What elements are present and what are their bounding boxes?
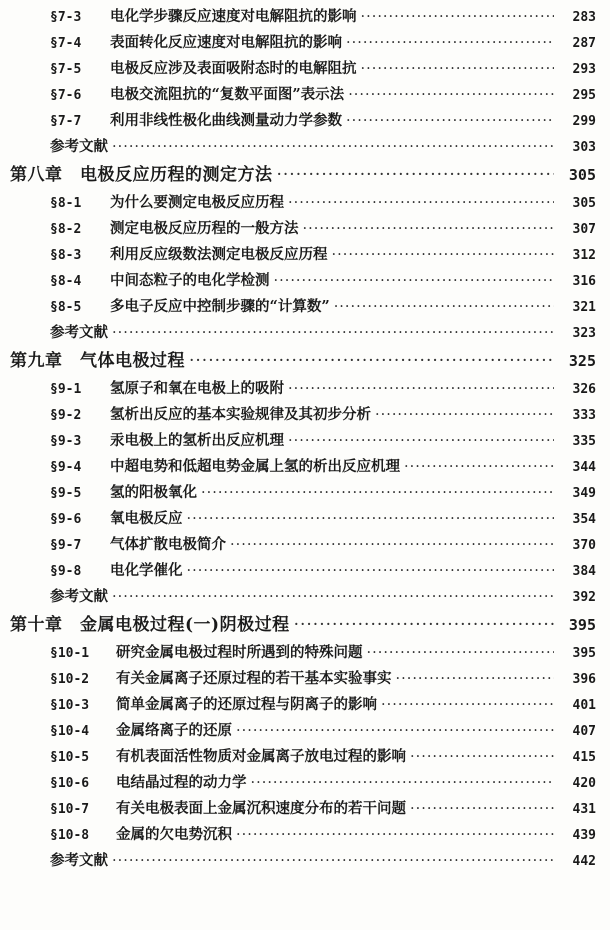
reference-title: 参考文献 (50, 588, 108, 605)
section-number: §9-2 (50, 408, 82, 423)
section-number: §9-1 (50, 382, 82, 397)
page-number: 305 (572, 196, 596, 211)
section-title: 利用反应级数法测定电极反应历程 (110, 246, 328, 263)
leader-dots (288, 428, 554, 454)
page-number: 305 (568, 166, 596, 184)
page-number: 316 (572, 274, 596, 289)
page-number: 415 (572, 750, 596, 765)
section-number: §8-4 (50, 274, 82, 289)
reference-title: 参考文献 (50, 138, 108, 155)
page-number: 299 (572, 114, 596, 129)
section-number: §10-4 (50, 724, 90, 739)
page-number: 283 (572, 10, 596, 25)
section-title: 电化学步骤反应速度对电解阻抗的影响 (110, 8, 357, 25)
leader-dots (294, 610, 554, 640)
toc-section-row (0, 666, 610, 692)
section-number: §10-5 (50, 750, 90, 765)
leader-dots (277, 160, 555, 190)
page-number: 303 (572, 140, 596, 155)
leader-dots (274, 268, 555, 294)
toc-section-row (0, 744, 610, 770)
section-number: §10-2 (50, 672, 90, 687)
page-number: 431 (572, 802, 596, 817)
section-number: §9-7 (50, 538, 82, 553)
leader-dots (346, 108, 554, 134)
leader-dots (404, 454, 554, 480)
leader-dots (348, 82, 554, 108)
toc-section-row (0, 532, 610, 558)
page-number: 326 (572, 382, 596, 397)
toc-section-row (0, 692, 610, 718)
section-title: 多电子反应中控制步骤的“计算数” (110, 298, 330, 315)
section-title: 电极反应涉及表面吸附态时的电解阻抗 (110, 60, 357, 77)
page-number: 384 (572, 564, 596, 579)
section-title: 中间态粒子的电化学检测 (110, 272, 270, 289)
page-number: 442 (572, 854, 596, 869)
section-title: 研究金属电极过程时所遇到的特殊问题 (116, 644, 363, 661)
chapter-title: 第十章 金属电极过程(一)阴极过程 (10, 615, 290, 635)
section-title: 汞电极上的氢析出反应机理 (110, 432, 284, 449)
leader-dots (187, 558, 555, 584)
section-number: §9-6 (50, 512, 82, 527)
toc-section-row (0, 454, 610, 480)
page-number: 325 (568, 352, 596, 370)
leader-dots (367, 640, 555, 666)
toc-section-row (0, 190, 610, 216)
toc-chapter-row (0, 346, 610, 376)
page-number: 420 (572, 776, 596, 791)
section-title: 氢的阳极氧化 (110, 484, 197, 501)
page-number: 392 (572, 590, 596, 605)
section-title: 简单金属离子的还原过程与阴离子的影响 (116, 696, 377, 713)
toc-reference-row (0, 584, 610, 610)
section-title: 氧电极反应 (110, 510, 183, 527)
toc-section-row (0, 718, 610, 744)
page-number: 295 (572, 88, 596, 103)
page-number: 335 (572, 434, 596, 449)
toc-chapter-row (0, 610, 610, 640)
page-number: 395 (572, 646, 596, 661)
section-title: 氢原子和氧在电极上的吸附 (110, 380, 284, 397)
leader-dots (410, 744, 554, 770)
toc-section-row (0, 796, 610, 822)
leader-dots (187, 506, 555, 532)
section-number: §7-7 (50, 114, 82, 129)
reference-title: 参考文献 (50, 324, 108, 341)
section-number: §9-8 (50, 564, 82, 579)
page-number: 401 (572, 698, 596, 713)
page-number: 312 (572, 248, 596, 263)
toc-section-row (0, 108, 610, 134)
section-title: 利用非线性极化曲线测量动力学参数 (110, 112, 342, 129)
leader-dots (236, 718, 554, 744)
leader-dots (361, 56, 555, 82)
toc-section-row (0, 428, 610, 454)
toc-section-row (0, 822, 610, 848)
section-title: 电极交流阻抗的“复数平面图”表示法 (110, 86, 345, 103)
toc-section-row (0, 268, 610, 294)
section-title: 气体扩散电极简介 (110, 536, 226, 553)
page-number: 354 (572, 512, 596, 527)
leader-dots (112, 134, 554, 160)
toc-section-row (0, 242, 610, 268)
section-number: §9-3 (50, 434, 82, 449)
leader-dots (189, 346, 554, 376)
toc-section-row (0, 294, 610, 320)
leader-dots (361, 4, 555, 30)
section-title: 为什么要测定电极反应历程 (110, 194, 284, 211)
page-number: 396 (572, 672, 596, 687)
page-number: 349 (572, 486, 596, 501)
section-number: §8-1 (50, 196, 82, 211)
toc-section-row (0, 30, 610, 56)
leader-dots (381, 692, 554, 718)
section-title: 表面转化反应速度对电解阻抗的影响 (110, 34, 342, 51)
chapter-title: 第八章 电极反应历程的测定方法 (10, 165, 273, 185)
leader-dots (334, 294, 554, 320)
page-number: 287 (572, 36, 596, 51)
leader-dots (236, 822, 554, 848)
toc-section-row (0, 376, 610, 402)
section-number: §7-5 (50, 62, 82, 77)
section-number: §8-5 (50, 300, 82, 315)
leader-dots (410, 796, 554, 822)
section-number: §10-6 (50, 776, 90, 791)
toc-section-row (0, 506, 610, 532)
section-number: §10-3 (50, 698, 90, 713)
section-number: §10-7 (50, 802, 90, 817)
reference-title: 参考文献 (50, 852, 108, 869)
toc-reference-row (0, 320, 610, 346)
page-number: 333 (572, 408, 596, 423)
section-number: §9-4 (50, 460, 82, 475)
toc-section-row (0, 640, 610, 666)
section-title: 有机表面活性物质对金属离子放电过程的影响 (116, 748, 406, 765)
leader-dots (112, 584, 554, 610)
leader-dots (396, 666, 555, 692)
page-number: 407 (572, 724, 596, 739)
leader-dots (288, 190, 554, 216)
leader-dots (332, 242, 555, 268)
leader-dots (288, 376, 554, 402)
toc-reference-row (0, 134, 610, 160)
section-title: 电化学催化 (110, 562, 183, 579)
section-title: 氢析出反应的基本实验规律及其初步分析 (110, 406, 371, 423)
section-title: 电结晶过程的动力学 (116, 774, 247, 791)
section-number: §10-8 (50, 828, 90, 843)
section-number: §7-6 (50, 88, 82, 103)
section-number: §9-5 (50, 486, 82, 501)
toc-section-row (0, 480, 610, 506)
toc-section-row (0, 558, 610, 584)
section-title: 中超电势和低超电势金属上氢的析出反应机理 (110, 458, 400, 475)
section-number: §7-3 (50, 10, 82, 25)
toc-section-row (0, 402, 610, 428)
section-title: 有关金属离子还原过程的若干基本实验事实 (116, 670, 392, 687)
section-title: 测定电极反应历程的一般方法 (110, 220, 299, 237)
leader-dots (112, 320, 554, 346)
toc-section-row (0, 4, 610, 30)
section-number: §8-2 (50, 222, 82, 237)
leader-dots (303, 216, 555, 242)
leader-dots (201, 480, 554, 506)
toc-chapter-row (0, 160, 610, 190)
toc-section-row (0, 56, 610, 82)
leader-dots (346, 30, 554, 56)
page-number: 370 (572, 538, 596, 553)
section-title: 金属络离子的还原 (116, 722, 232, 739)
leader-dots (375, 402, 554, 428)
section-title: 金属的欠电势沉积 (116, 826, 232, 843)
page-number: 344 (572, 460, 596, 475)
page-number: 321 (572, 300, 596, 315)
leader-dots (112, 848, 554, 874)
chapter-title: 第九章 气体电极过程 (10, 351, 185, 371)
page-number: 323 (572, 326, 596, 341)
toc-section-row (0, 770, 610, 796)
page-number: 307 (572, 222, 596, 237)
toc-reference-row (0, 848, 610, 874)
section-number: §10-1 (50, 646, 90, 661)
page-number: 439 (572, 828, 596, 843)
section-title: 有关电极表面上金属沉积速度分布的若干问题 (116, 800, 406, 817)
toc-section-row (0, 82, 610, 108)
leader-dots (230, 532, 554, 558)
section-number: §8-3 (50, 248, 82, 263)
page-number: 293 (572, 62, 596, 77)
leader-dots (251, 770, 555, 796)
toc-section-row (0, 216, 610, 242)
page-number: 395 (568, 616, 596, 634)
section-number: §7-4 (50, 36, 82, 51)
